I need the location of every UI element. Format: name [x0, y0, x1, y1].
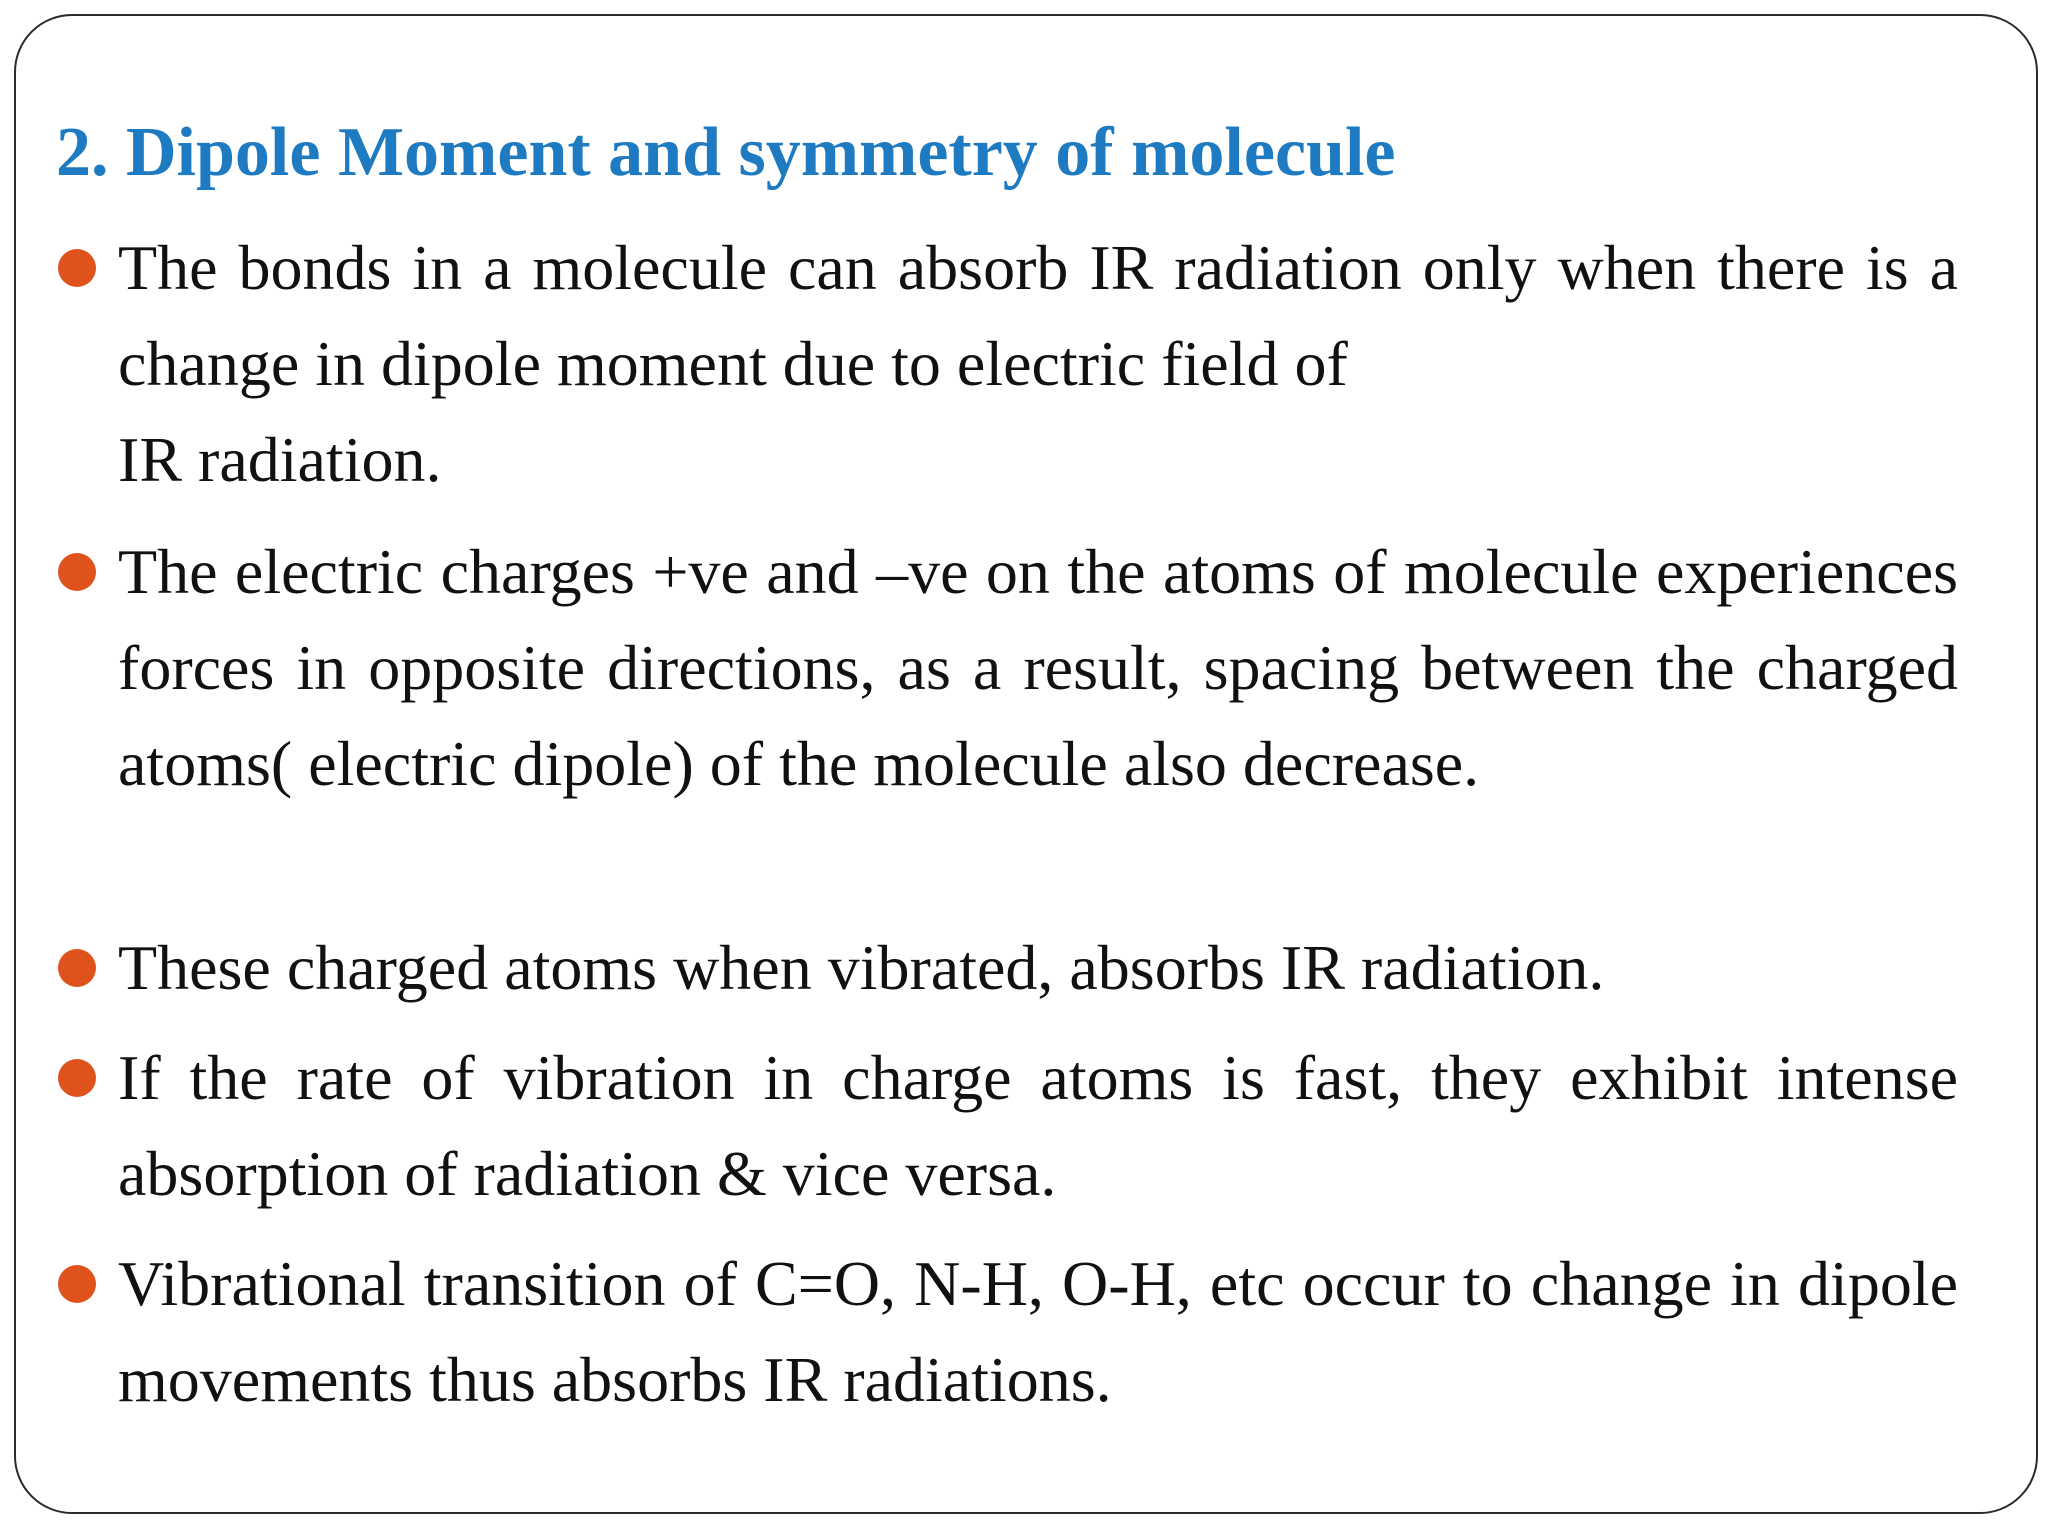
bullet-text-5: Vibrational transition of C=O, N-H, O-H, etc occur to change in dipole movements thus absorbs IR radiations. — [118, 1248, 1958, 1415]
bullet-dot-icon — [58, 949, 96, 987]
bullet-item-4 — [118, 1030, 1958, 1222]
bullet-text-1: The bonds in a molecule can absorb IR radiation only when there is a change in dipole moment due to electric field of IR radiation. — [118, 232, 1958, 495]
bullet-text-2: The electric charges +ve and –ve on the atoms of molecule experiences forces in opposite directions, as a result, spacing between the charged atoms( electric dipole) of the molecule also decrease. — [118, 536, 1958, 799]
bullet-item-5 — [118, 1236, 1958, 1428]
bullet-dot-icon — [58, 249, 96, 287]
bullet-text-4: If the rate of vibration in charge atoms is fast, they exhibit intense absorption of radiation & vice versa. — [118, 1042, 1958, 1209]
bullet-item-1 — [118, 220, 1958, 508]
bullet-text-3: These charged atoms when vibrated, absorbs IR radiation. — [118, 932, 1605, 1003]
bullet-dot-icon — [58, 553, 96, 591]
bullet-item-2 — [118, 524, 1958, 812]
bullet-dot-icon — [58, 1059, 96, 1097]
bullet-dot-icon — [58, 1265, 96, 1303]
slide-title: 2. Dipole Moment and symmetry of molecule — [56, 114, 1396, 191]
bullet-item-3 — [118, 920, 1958, 1016]
